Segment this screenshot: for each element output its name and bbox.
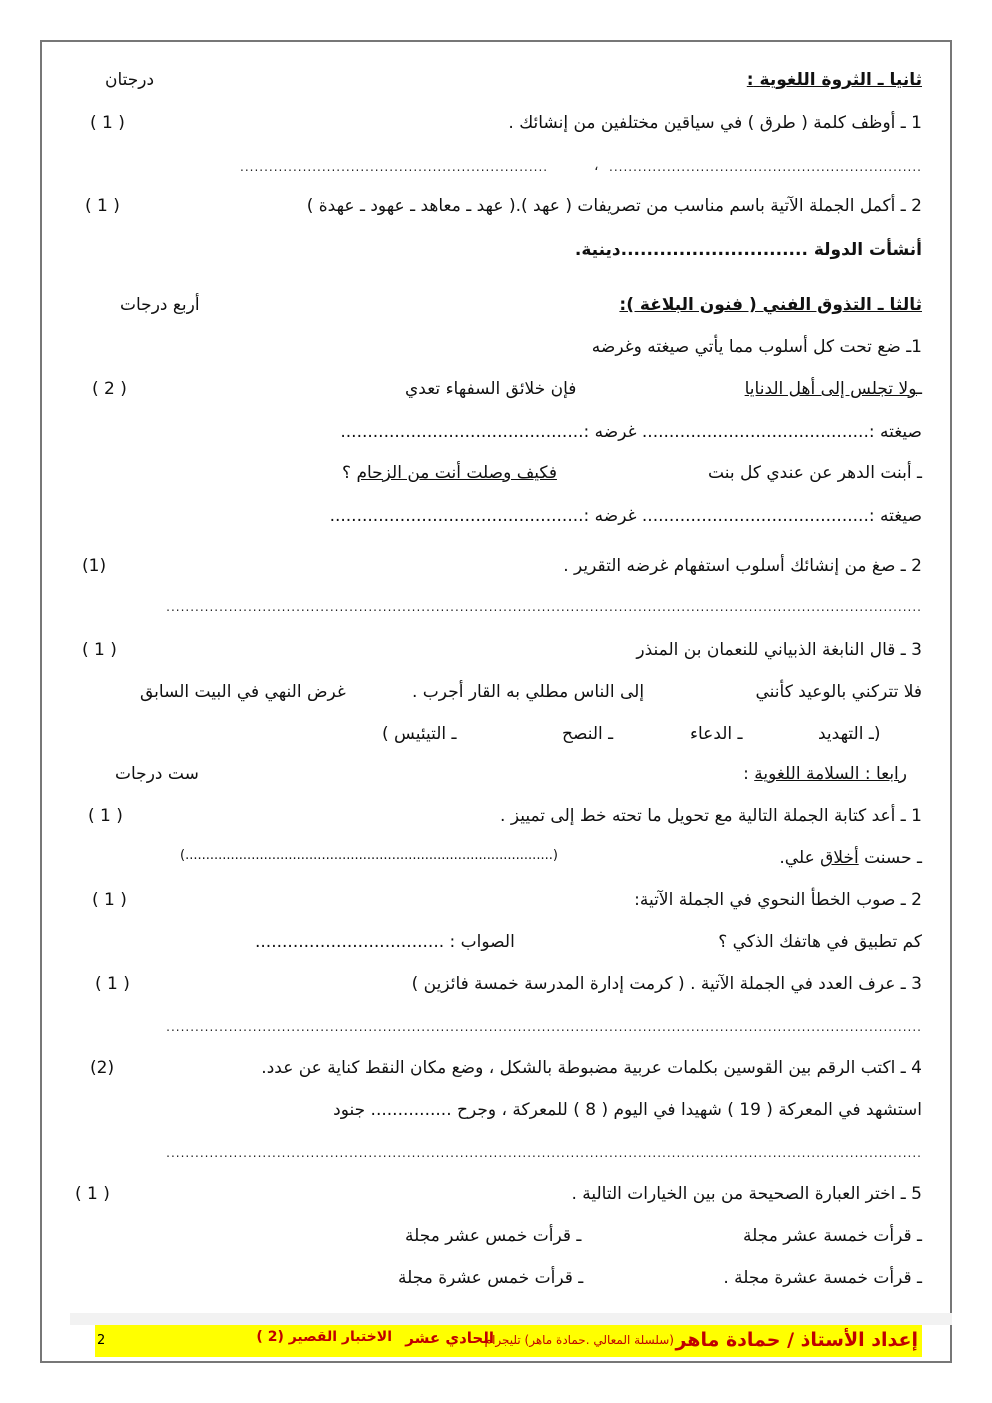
s4-q2-sentence: كم تطبيق في هاتفك الذكي ؟ xyxy=(718,932,922,952)
s4-q3-mark: ( 1 ) xyxy=(95,974,130,994)
s4-q1-text: 1 ـ أعد كتابة الجملة التالية مع تحويل ما تحته خط إلى تمييز . xyxy=(500,806,922,826)
s2-q1-mark: ( 1 ) xyxy=(90,113,125,133)
s3-q3-mark: ( 1 ) xyxy=(82,640,117,660)
footer-shadow xyxy=(70,1313,952,1325)
s3-q3-verse-a: فلا تتركني بالوعيد كأنني xyxy=(755,682,922,702)
s3-q1-verse2-a: ـ أبنت الدهر عن عندي كل بنت xyxy=(708,463,922,483)
s3-q3-choice-4: ـ التيئيس ) xyxy=(382,724,457,744)
s4-q1-answer: (.........................................................................................) xyxy=(180,848,558,863)
s3-q1-verse2: فكيف وصلت أنت من الزحام ؟ xyxy=(342,463,557,483)
s4-q4-answer: ............................................................................................................................................................. xyxy=(166,1146,922,1160)
s3-q3-choice-3: ـ النصح xyxy=(562,724,614,744)
s4-q5-mark: ( 1 ) xyxy=(75,1184,110,1204)
section2-title: ثانيا ـ الثروة اللغوية : xyxy=(746,70,922,90)
s4-q2-text: 2 ـ صوب الخطأ النحوي في الجملة الآتية: xyxy=(634,890,922,910)
s4-q3-answer: ............................................................................................................................................................. xyxy=(166,1020,922,1034)
s3-q1-verse1-b: فإن خلائق السفهاء تعدي xyxy=(405,379,577,399)
s3-q3-prompt: غرض النهي في البيت السابق xyxy=(140,682,346,702)
s3-q3-text: 3 ـ قال النابغة الذبياني للنعمان بن المنذر xyxy=(636,640,922,660)
s4-q2-mark: ( 1 ) xyxy=(92,890,127,910)
s3-q1-form1: صيغته :.......................................... غرضه :............................................. xyxy=(340,422,922,442)
s4-q1-sentence: ـ حسنت أخلاق علي. xyxy=(779,848,922,868)
s2-q1-sep: ، xyxy=(594,158,599,174)
s4-q4-text: 4 ـ اكتب الرقم بين القوسين بكلمات عربية مضبوطة بالشكل ، وضع مكان النقط كناية عن عدد. xyxy=(261,1058,922,1078)
s4-q1-mark: ( 1 ) xyxy=(88,806,123,826)
s4-q4-mark: (2) xyxy=(90,1058,115,1078)
s3-q2-answer: ............................................................................................................................................................. xyxy=(166,600,922,614)
footer-test: الاختبار القصير (2 ) xyxy=(256,1329,392,1345)
s3-q3-choice-2: ـ الدعاء xyxy=(690,724,743,744)
s2-q1-answer-a: ................................................................. xyxy=(609,160,922,174)
s2-q1-answer-b: ................................................................ xyxy=(240,160,549,174)
section3-marks: أربع درجات xyxy=(120,295,200,315)
s2-q2-mark: ( 1 ) xyxy=(85,196,120,216)
section4-marks: ست درجات xyxy=(115,764,199,784)
s3-q1-text: 1ـ ضع تحت كل أسلوب مما يأتي صيغته وغرضه xyxy=(591,337,922,357)
s3-q1-form2: صيغته :.......................................... غرضه :............................................... xyxy=(329,506,922,526)
footer-bar xyxy=(95,1325,922,1357)
s3-q2-mark: (1) xyxy=(82,556,107,576)
s3-q2-text: 2 ـ صغ من إنشائك أسلوب استفهام غرضه التقرير . xyxy=(563,556,922,576)
s3-q1-verse1: ـولا تجلس إلى أهل الدنايا xyxy=(744,379,922,399)
footer-author: إعداد الأستاذ / حمادة ماهر xyxy=(675,1329,918,1351)
s4-q5-option-4: ـ قرأت خمس عشرة مجلة xyxy=(398,1268,584,1288)
s4-q3-text: 3 ـ عرف العدد في الجملة الآتية . ( كرمت إدارة المدرسة خمسة فائزين ) xyxy=(411,974,922,994)
footer-series: (سلسلة المعالي .حمادة ماهر) تليجرام xyxy=(484,1333,674,1347)
s2-q2-text: 2 ـ أكمل الجملة الآتية باسم مناسب من تصريفات ( عهد ).( عهد ـ معاهد ـ عهود ـ عهدة ) xyxy=(306,196,922,216)
s4-q5-option-2: ـ قرأت خمس عشر مجلة xyxy=(405,1226,582,1246)
footer-page-number: 2 xyxy=(97,1333,106,1348)
s4-q4-sentence: استشهد في المعركة ( 19 ) شهيدا في اليوم ( 8 ) للمعركة ، وجرح ............... جنود xyxy=(333,1100,922,1120)
section3-title: ثالثا ـ التذوق الفني ( فنون البلاغة ): xyxy=(619,295,922,315)
s3-q1-mark: ( 2 ) xyxy=(92,379,127,399)
s4-q5-option-3: ـ قرأت خمسة عشرة مجلة . xyxy=(723,1268,922,1288)
s4-q5-option-1: ـ قرأت خمسة عشر مجلة xyxy=(743,1226,922,1246)
s2-q2-sentence: أنشأت الدولة .............................دينية. xyxy=(574,240,922,260)
s4-q2-correct: الصواب : ................................... xyxy=(255,932,515,952)
section4-title: رابعا : السلامة اللغوية : xyxy=(743,764,907,784)
footer-grade: الحادي عشر xyxy=(405,1329,494,1347)
section2-marks: درجتان xyxy=(105,70,155,90)
s3-q3-choice-1: (ـ التهديد xyxy=(818,724,881,744)
s3-q3-verse-b: إلى الناس مطلي به القار أجرب . xyxy=(412,682,645,702)
s2-q1-text: 1 ـ أوظف كلمة ( طرق ) في سياقين مختلفين من إنشائك . xyxy=(508,113,922,133)
s4-q5-text: 5 ـ اختر العبارة الصحيحة من بين الخيارات التالية . xyxy=(571,1184,922,1204)
